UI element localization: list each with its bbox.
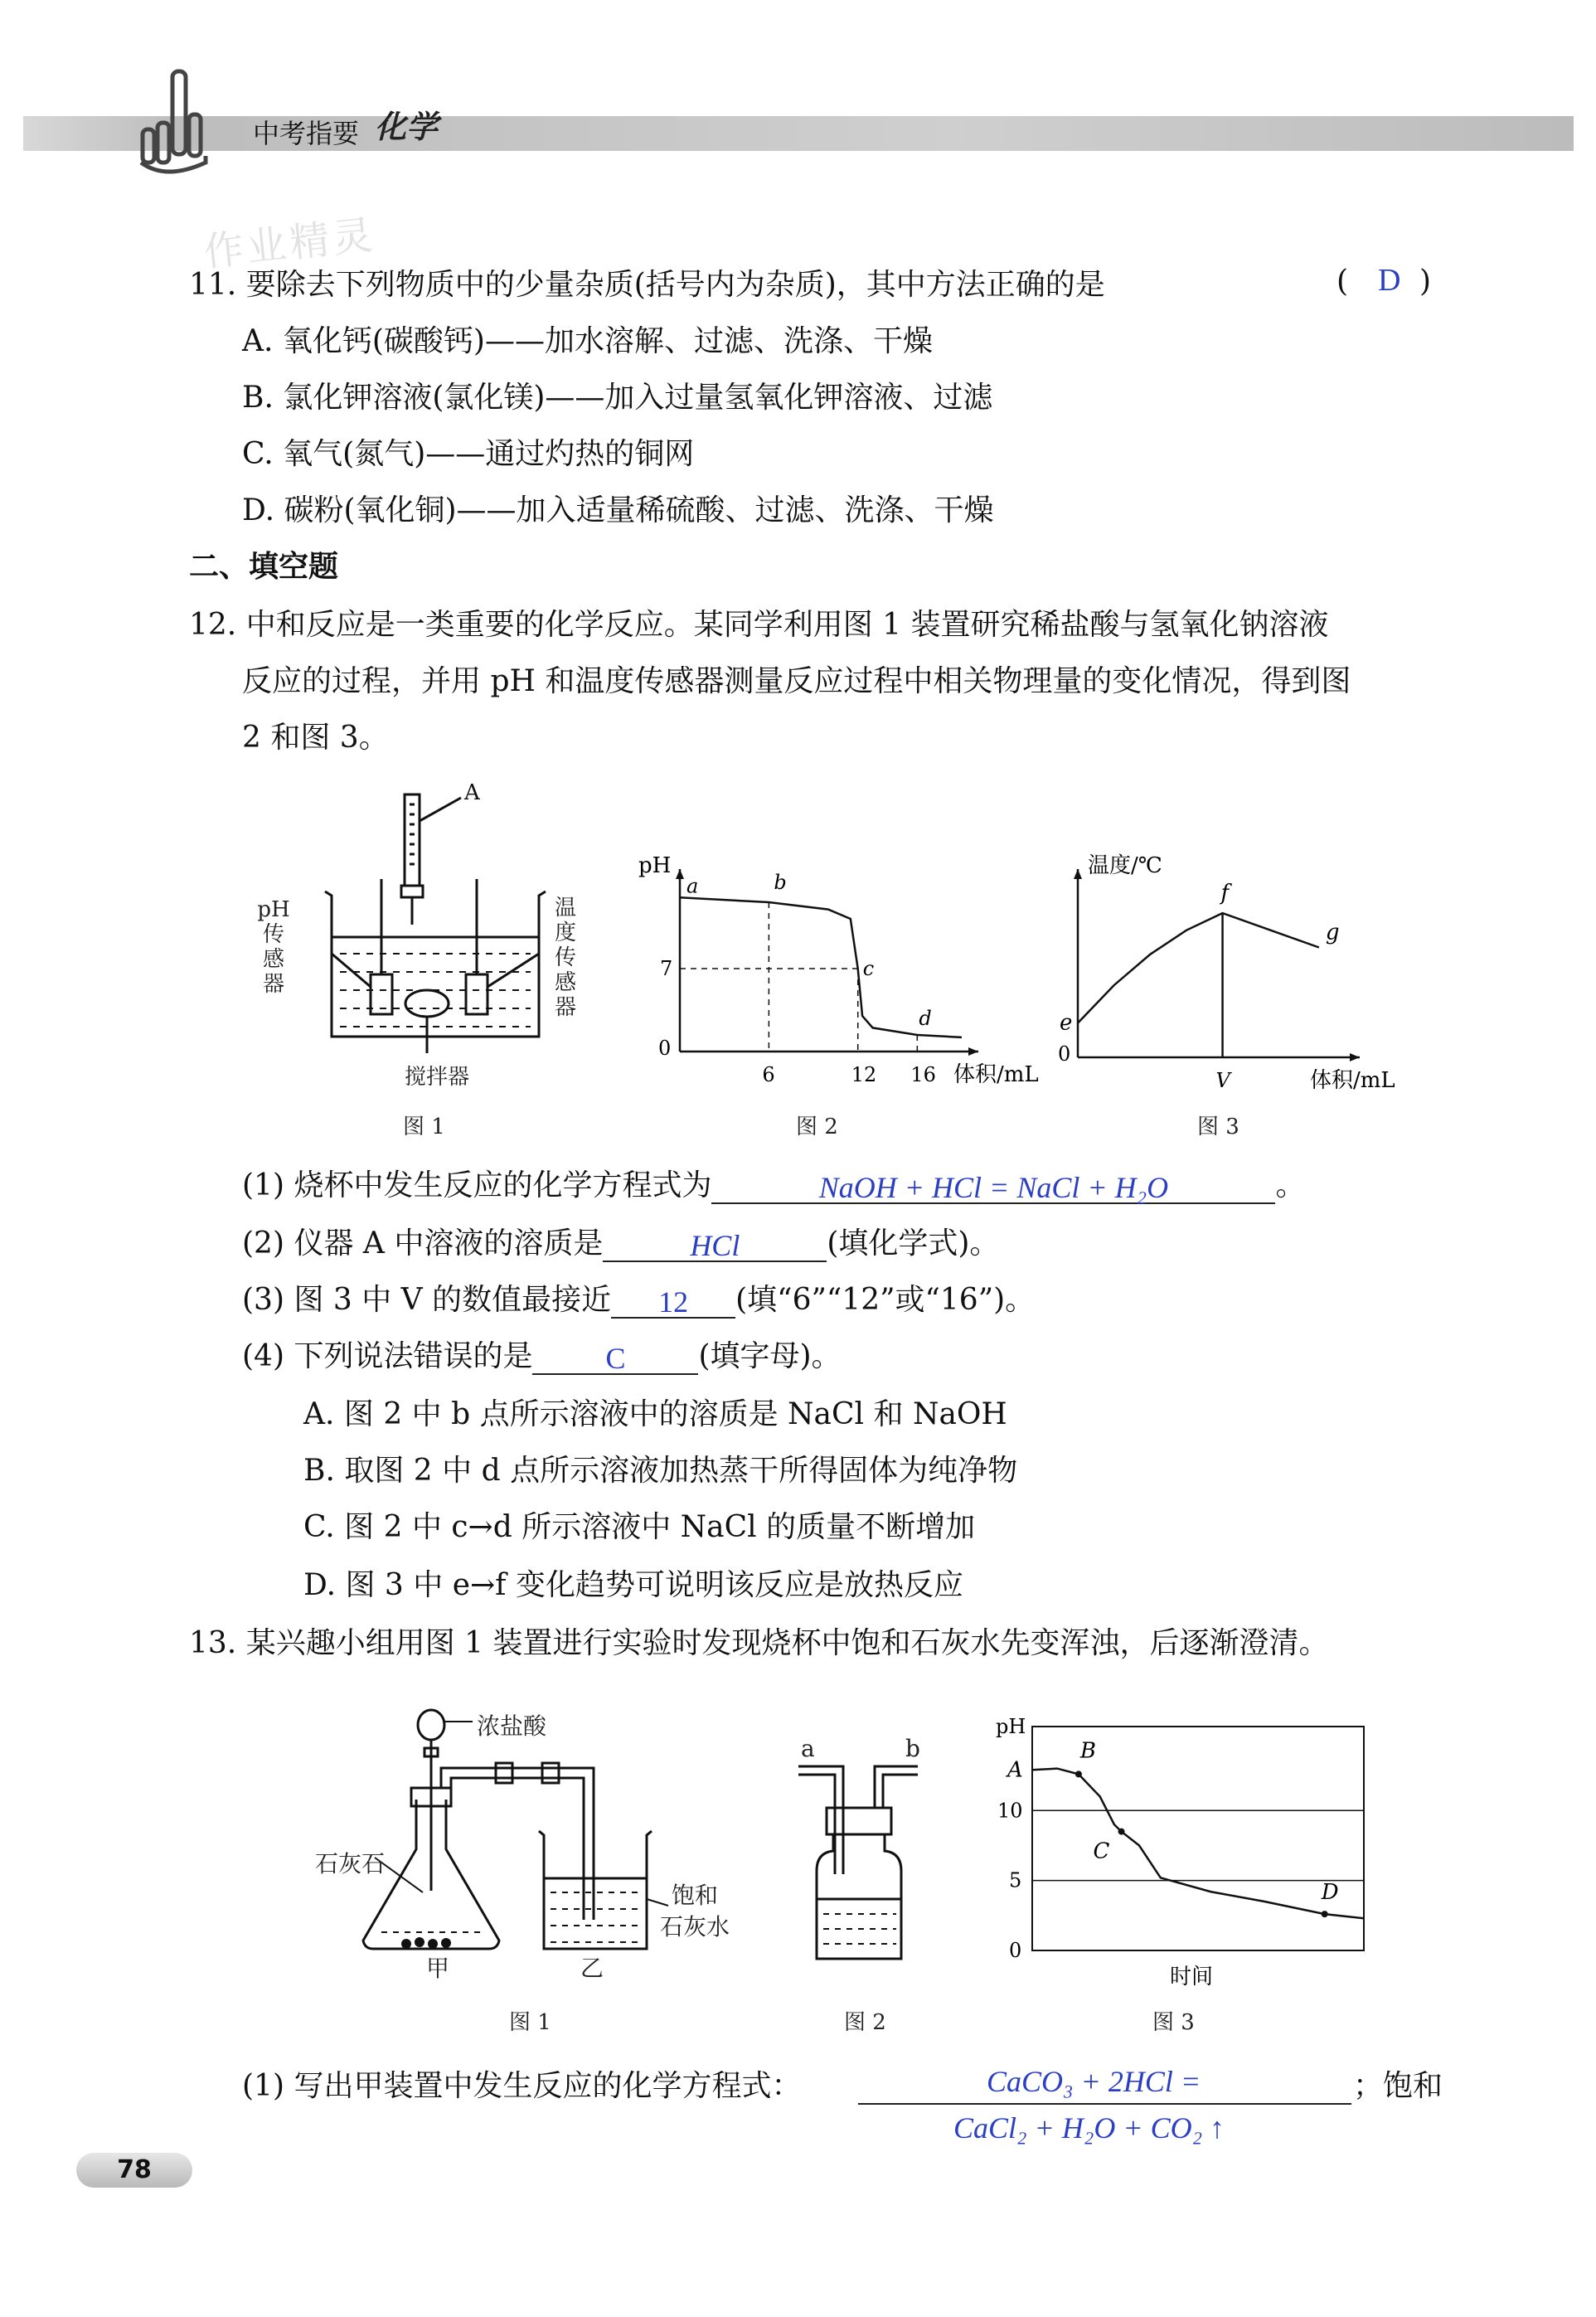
x-tick-label: 12 [851, 1063, 877, 1086]
q13-sub1-answer-line-2: CaCl₂ + H₂O + CO₂ ↑ [953, 2111, 1225, 2145]
q11-stem: 11. 要除去下列物质中的少量杂质(括号内为杂质)，其中方法正确的是 [189, 268, 1105, 302]
page-number: 78 [76, 2153, 192, 2188]
x-tick-label: 0 [658, 1037, 672, 1060]
q12-sub2-answer: HCl [603, 1227, 827, 1262]
x-axis-label: 体积/mL [1310, 1068, 1395, 1093]
q13-fig2-bottle [792, 1741, 924, 1974]
x-axis-arrow [1350, 1053, 1360, 1061]
ph-sensor-label: pH 传 感 器 [257, 897, 290, 997]
q13-fig1-apparatus [307, 1700, 696, 1982]
lime-water-label-1: 饱和 [672, 1882, 719, 1909]
stirrer-label: 搅拌器 [405, 1065, 470, 1090]
beaker-yi-label: 乙 [580, 1955, 604, 1982]
watermark: 作业精灵 [201, 211, 378, 276]
q12-sub4: (4) 下列说法错误的是 C (填字母)。 [242, 1339, 842, 1375]
q13-stem: 13. 某兴趣小组用图 1 装置进行实验时发现烧杯中饱和石灰水先变浑浊，后逐渐澄清。 [189, 1626, 1329, 1660]
section-title: 二、填空题 [189, 550, 339, 584]
point-label-a: a [686, 874, 699, 898]
point-marker-B [1075, 1771, 1082, 1777]
q12-sub4-option-c: C. 图 2 中 c→d 所示溶液中 NaCl 的质量不断增加 [303, 1510, 976, 1544]
port-a-label: a [801, 1735, 815, 1762]
fig1-label-a: A [464, 780, 480, 805]
temp-sensor-label: 温 度 传 感 器 [554, 896, 576, 1020]
point-marker-D [1322, 1911, 1328, 1917]
lime-water-label-2: 石灰水 [660, 1913, 730, 1941]
q11-paren-right: ) [1419, 265, 1432, 299]
q13-fig3-chart [974, 1708, 1372, 1990]
q12-fig2-chart [630, 853, 1039, 1103]
q12-fig2-caption: 图 2 [796, 1115, 838, 1139]
point-label-g: g [1325, 920, 1340, 945]
y-axis-label: 温度/℃ [1088, 853, 1162, 878]
q12-sub4-option-a: A. 图 2 中 b 点所示溶液中的溶质是 NaCl 和 NaOH [303, 1397, 1007, 1431]
q11-option-a: A. 氧化钙(碳酸钙)——加水溶解、过滤、洗涤、干燥 [242, 324, 933, 358]
x-tick-label: V [1215, 1069, 1230, 1092]
q12-stem-line-1: 12. 中和反应是一类重要的化学反应。某同学利用图 1 装置研究稀盐酸与氢氧化钠溶液 [189, 608, 1329, 642]
q13-sub1-prefix: (1) 写出甲装置中发生反应的化学方程式： [242, 2069, 802, 2103]
q11-option-d: D. 碳粉(氧化铜)——加入适量稀硫酸、过滤、洗涤、干燥 [242, 493, 994, 527]
point-label-e: e [1060, 1010, 1073, 1036]
hand-logo-icon [133, 65, 224, 189]
subject-logo: 化学 [375, 108, 439, 145]
x-tick-label: 16 [910, 1063, 936, 1086]
q13-sub1-blank [858, 2103, 1351, 2105]
point-label-B: B [1079, 1738, 1097, 1764]
x-axis-arrow [968, 1047, 978, 1056]
q12-stem-line-3: 2 和图 3。 [242, 721, 389, 755]
acid-label: 浓盐酸 [477, 1712, 547, 1740]
x-tick-label: 0 [1058, 1042, 1071, 1066]
x-axis-label: 时间 [1170, 1965, 1214, 1989]
q11-paren-left: ( [1336, 265, 1349, 299]
q13-fig3-caption: 图 3 [1152, 2010, 1195, 2035]
q13-sub1-suffix: ；饱和 [1353, 2069, 1443, 2103]
y-tick-label: 7 [660, 957, 673, 980]
q12-sub3: (3) 图 3 中 V 的数值最接近 12 (填“6”“12”或“16”)。 [242, 1283, 1036, 1319]
y-tick-label: 5 [1009, 1868, 1022, 1892]
point-label-A: A [1007, 1757, 1023, 1783]
y-tick-label: 10 [997, 1799, 1023, 1823]
port-b-label: b [905, 1735, 920, 1762]
x-axis-label: 体积/mL [953, 1062, 1039, 1087]
point-label-c: c [862, 957, 875, 980]
q12-sub1: (1) 烧杯中发生反应的化学方程式为 NaOH + HCl = NaCl + H₂O 。 [242, 1168, 1306, 1204]
x-tick-label: 6 [762, 1063, 775, 1086]
q12-fig1-caption: 图 1 [403, 1115, 445, 1139]
q11-option-c: C. 氧气(氮气)——通过灼热的铜网 [242, 437, 695, 471]
limestone-label: 石灰石 [315, 1850, 386, 1877]
y-axis-label: pH [996, 1715, 1026, 1738]
q12-fig3-caption: 图 3 [1197, 1115, 1239, 1139]
point-label-f: f [1220, 881, 1230, 906]
flask-jia-label: 甲 [426, 1955, 450, 1982]
header-title: 中考指要 [253, 118, 360, 149]
q12-sub3-answer: 12 [611, 1284, 735, 1319]
q12-sub2: (2) 仪器 A 中溶液的溶质是 HCl (填化学式)。 [242, 1227, 1000, 1262]
y-tick-label: 0 [1009, 1939, 1022, 1962]
series-line [1078, 913, 1319, 1023]
q13-sub1-answer-line-1: CaCO₃ + 2HCl = [987, 2065, 1201, 2098]
q12-sub4-answer: C [532, 1340, 698, 1375]
point-label-b: b [774, 871, 787, 894]
series-line [1032, 1769, 1364, 1919]
q12-sub4-option-b: B. 取图 2 中 d 点所示溶液加热蒸干所得固体为纯净物 [303, 1454, 1018, 1488]
q12-fig3-chart [1036, 854, 1401, 1103]
y-axis-label: pH [638, 853, 672, 878]
y-axis-arrow [676, 869, 684, 879]
q11-option-b: B. 氯化钾溶液(氯化镁)——加入过量氢氧化钾溶液、过滤 [242, 381, 993, 415]
point-label-D: D [1321, 1880, 1339, 1906]
q13-fig2-caption: 图 2 [844, 2010, 886, 2035]
q13-fig1-caption: 图 1 [509, 2010, 551, 2035]
point-label-d: d [919, 1007, 932, 1030]
y-axis-arrow [1074, 869, 1082, 879]
point-label-C: C [1093, 1839, 1110, 1864]
q12-sub1-answer: NaOH + HCl = NaCl + H₂O [711, 1169, 1275, 1204]
q12-sub4-option-d: D. 图 3 中 e→f 变化趋势可说明该反应是放热反应 [303, 1568, 963, 1602]
point-marker-C [1118, 1829, 1125, 1835]
q12-stem-line-2: 反应的过程，并用 pH 和温度传感器测量反应过程中相关物理量的变化情况，得到图 [242, 664, 1351, 698]
q11-answer: D [1378, 263, 1401, 298]
